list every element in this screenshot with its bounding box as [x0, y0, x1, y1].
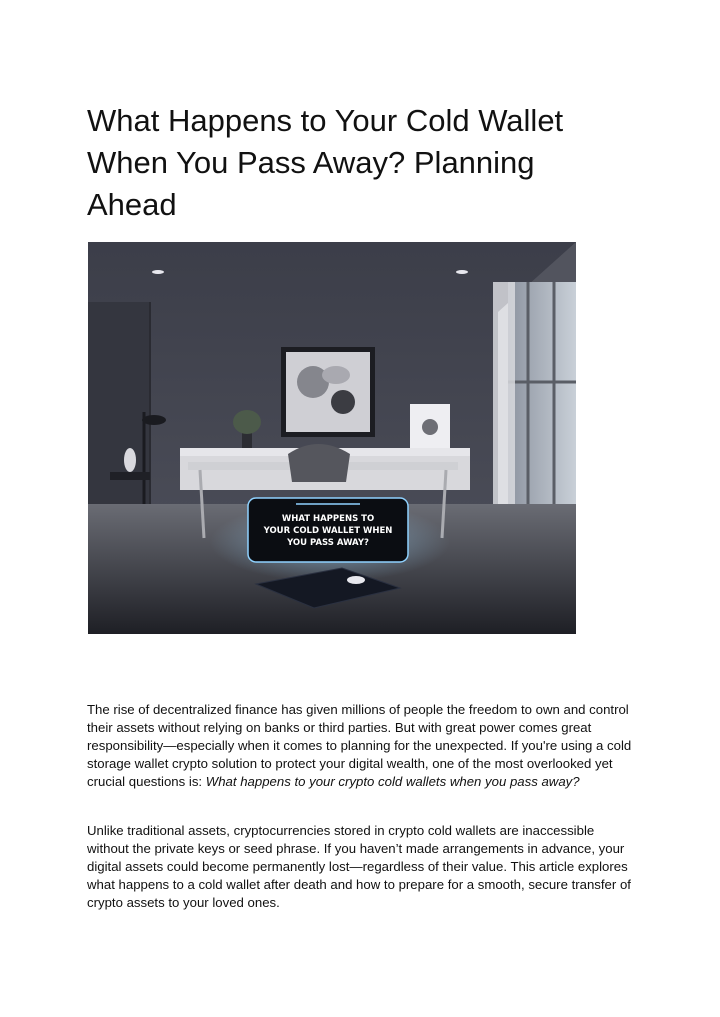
hero-image [88, 242, 576, 634]
second-paragraph: Unlike traditional assets, cryptocurrencies stored in crypto cold wallets are inaccessible without the private keys or seed phrase. If you haven’t made arrangements in advance, your digital assets could become permanently lost—regardless of their value. This article explores what happens to a cold wallet after death and how to prepare for a smooth, secure transfer of crypto assets to your loved ones. [87, 823, 631, 910]
sign-line-1: WHAT HAPPENS TO [281, 514, 375, 524]
intro-paragraph-question: What happens to your crypto cold wallets when you pass away? [205, 774, 580, 789]
sign-line-3: YOU PASS AWAY? [287, 538, 369, 548]
sign-line-2: YOUR COLD WALLET WHEN [263, 526, 393, 536]
intro-paragraph-text: The rise of decentralized finance has given millions of people the freedom to own and control their assets without relying on banks or third parties. But with great power comes great responsibility—especially when it comes to planning for the unexpected. If you're using a cold storage wallet crypto solution to protect your digital wealth, one of the most overlooked yet crucial questions is: [87, 702, 632, 789]
intro-paragraph [87, 701, 637, 791]
article-title: What Happens to Your Cold Wallet When You Pass Away? Planning Ahead [87, 103, 564, 222]
office-desk-illustration-icon [88, 242, 576, 634]
